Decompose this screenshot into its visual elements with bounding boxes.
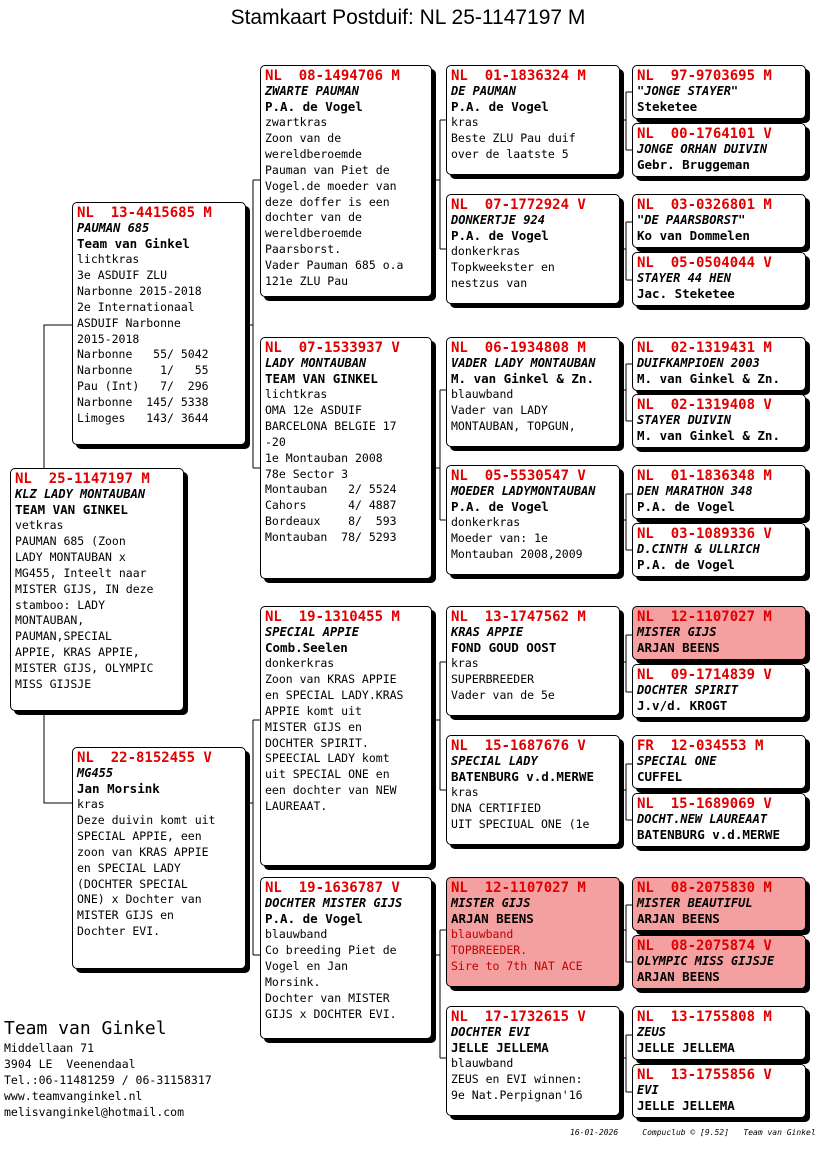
- pigeon-name: DOCHTER EVI: [451, 1025, 531, 1039]
- pigeon-note-line: stamboo: LADY: [15, 597, 106, 612]
- pigeon-note-line: en SPECIAL LADY.KRAS: [265, 687, 404, 702]
- pigeon-ring-number: NL 09-1714839 V: [637, 667, 772, 683]
- print-stamp: 16-01-2026 Compuclub © [9.52] Team van Ginkel: [570, 1128, 816, 1137]
- pigeon-note-line: Co breeding Piet de: [265, 942, 397, 957]
- pigeon-ring-number: NL 15-1687676 V: [451, 738, 586, 754]
- pigeon-note-line: (DOCHTER SPECIAL: [77, 876, 188, 891]
- pigeon-name: DE PAUMAN: [451, 84, 517, 98]
- pigeon-note-line: kras: [451, 115, 479, 129]
- pigeon-name: DUIFKAMPIOEN 2003: [637, 356, 760, 370]
- pigeon-name: DEN MARATHON 348: [637, 484, 753, 498]
- pigeon-note-line: 2015-2018: [77, 331, 140, 346]
- pigeon-owner: JELLE JELLEMA: [451, 1040, 549, 1055]
- pigeon-ring-number: NL 15-1689069 V: [637, 796, 772, 812]
- pigeon-name: DOCHTER SPIRIT: [637, 683, 739, 697]
- pigeon-ring-number: NL 03-0326801 M: [637, 197, 772, 213]
- pigeon-note-line: Zoon van KRAS APPIE: [265, 671, 397, 686]
- pigeon-note-line: zwartkras: [265, 115, 328, 129]
- pigeon-card: [632, 1064, 806, 1118]
- pigeon-name: KLZ LADY MONTAUBAN: [15, 487, 146, 501]
- pigeon-name: ZEUS: [637, 1025, 666, 1039]
- pigeon-name: D.CINTH & ULLRICH: [637, 542, 760, 556]
- pigeon-note-line: 2e Internationaal: [77, 299, 195, 314]
- pigeon-note-line: APPIE komt uit: [265, 703, 362, 718]
- pigeon-note-line: PAUMAN 685 (Zoon: [15, 533, 126, 548]
- pigeon-owner: Team van Ginkel: [77, 236, 190, 251]
- pigeon-card: [446, 1006, 620, 1116]
- pigeon-note-line: PAUMAN,SPECIAL: [15, 629, 112, 644]
- pigeon-card: [72, 747, 246, 969]
- pigeon-note-line: vetkras: [15, 518, 64, 532]
- pigeon-owner: BATENBURG v.d.MERWE: [637, 827, 780, 842]
- pigeon-note-line: Montauban 2008,2009: [451, 546, 583, 561]
- pigeon-note-line: uit SPECIAL ONE en: [265, 767, 390, 782]
- pigeon-owner: Steketee: [637, 99, 698, 114]
- pigeon-note-line: SUPERBREEDER: [451, 671, 535, 686]
- pigeon-note-line: -20: [265, 434, 286, 449]
- pigeon-note-line: LAUREAAT.: [265, 799, 328, 814]
- pigeon-note-line: MISTER GIJS en: [77, 908, 174, 923]
- pigeon-note-line: Bordeaux 8/ 593: [265, 514, 397, 529]
- pigeon-note-line: Narbonne 2015-2018: [77, 283, 202, 298]
- pigeon-note-line: Narbonne 1/ 55: [77, 363, 209, 378]
- pigeon-note-line: Vogel en Jan: [265, 958, 349, 973]
- pigeon-note-line: MISTER GIJS en: [265, 719, 362, 734]
- pigeon-name: DONKERTJE 924: [451, 213, 545, 227]
- pigeon-note-line: 3e ASDUIF ZLU: [77, 267, 168, 282]
- pigeon-note-line: 121e ZLU Pau: [265, 274, 349, 289]
- pigeon-owner: M. van Ginkel & Zn.: [637, 428, 780, 443]
- pigeon-owner: Gebr. Bruggeman: [637, 157, 750, 172]
- pigeon-ring-number: NL 03-1089336 V: [637, 526, 772, 542]
- pigeon-name: EVI: [637, 1083, 659, 1097]
- pigeon-note-line: Vogel.de moeder van: [265, 178, 397, 193]
- pigeon-card: [632, 252, 806, 306]
- pigeon-owner: Comb.Seelen: [265, 640, 348, 655]
- pigeon-name: SPECIAL APPIE: [265, 625, 359, 639]
- pigeon-card: [446, 877, 620, 987]
- pigeon-note-line: Pauman van Piet de: [265, 162, 390, 177]
- pigeon-note-line: lichtkras: [265, 387, 328, 401]
- pigeon-name: SPECIAL LADY: [451, 754, 538, 768]
- pigeon-note-line: OMA 12e ASDUIF: [265, 402, 362, 417]
- pigeon-note-line: dochter van de: [265, 210, 362, 225]
- pigeon-note-line: Morsink.: [265, 974, 321, 989]
- pigeon-note-line: wereldberoemde: [265, 146, 362, 161]
- pigeon-owner: P.A. de Vogel: [265, 99, 363, 114]
- pigeon-note-line: zoon van KRAS APPIE: [77, 844, 209, 859]
- pigeon-owner: JELLE JELLEMA: [637, 1098, 735, 1113]
- pigeon-note-line: donkerkras: [451, 244, 521, 258]
- pigeon-note-line: APPIE, KRAS APPIE,: [15, 645, 140, 660]
- pigeon-card: [632, 65, 806, 119]
- pigeon-note-line: Vader van de 5e: [451, 687, 555, 702]
- pigeon-note-line: TOPBREEDER.: [451, 942, 528, 957]
- pigeon-note-line: Dochter van MISTER: [265, 990, 390, 1005]
- page-title: Stamkaart Postduif: NL 25-1147197 M: [230, 6, 586, 29]
- pigeon-note-line: deze doffer is een: [265, 194, 390, 209]
- pigeon-ring-number: NL 02-1319431 M: [637, 340, 772, 356]
- pigeon-note-line: kras: [77, 797, 105, 811]
- pigeon-note-line: donkerkras: [265, 656, 335, 670]
- pigeon-name: MISTER GIJS: [637, 625, 717, 639]
- pigeon-card: [632, 606, 806, 660]
- pigeon-note-line: ONE) x Dochter van: [77, 892, 202, 907]
- pigeon-owner: JELLE JELLEMA: [637, 1040, 735, 1055]
- pigeon-owner: Ko van Dommelen: [637, 228, 750, 243]
- pigeon-card: [632, 664, 806, 718]
- pigeon-note-line: Vader van LADY: [451, 402, 548, 417]
- pigeon-note-line: lichtkras: [77, 252, 140, 266]
- pigeon-note-line: Narbonne 145/ 5338: [77, 395, 209, 410]
- pigeon-owner: P.A. de Vogel: [637, 557, 735, 572]
- pigeon-name: STAYER DUIVIN: [637, 413, 731, 427]
- pigeon-note-line: Cahors 4/ 4887: [265, 498, 397, 513]
- pigeon-card: [632, 523, 806, 577]
- pigeon-card: [446, 735, 620, 845]
- pigeon-note-line: MISS GIJSJE: [15, 677, 92, 692]
- pigeon-name: MOEDER LADYMONTAUBAN: [451, 484, 596, 498]
- pigeon-card: [632, 123, 806, 177]
- pigeon-ring-number: NL 12-1107027 M: [451, 880, 586, 896]
- pigeon-note-line: 9e Nat.Perpignan'16: [451, 1087, 583, 1102]
- pigeon-note-line: blauwband: [451, 387, 514, 401]
- pigeon-owner: TEAM VAN GINKEL: [265, 371, 378, 386]
- pigeon-note-line: MG455, Inteelt naar: [15, 565, 147, 580]
- pigeon-name: DOCHTER MISTER GIJS: [265, 896, 403, 910]
- pigeon-card: [72, 202, 246, 445]
- pigeon-card: [632, 1006, 806, 1060]
- pigeon-name: KRAS APPIE: [451, 625, 524, 639]
- pigeon-note-line: BARCELONA BELGIE 17: [265, 418, 397, 433]
- pigeon-card: [446, 606, 620, 716]
- pigeon-note-line: Sire to 7th NAT ACE: [451, 958, 583, 973]
- pigeon-ring-number: NL 19-1310455 M: [265, 609, 400, 625]
- breeder-address: Middellaan 71: [4, 1041, 95, 1055]
- pigeon-owner: M. van Ginkel & Zn.: [451, 371, 594, 386]
- pigeon-note-line: kras: [451, 785, 479, 799]
- pigeon-owner: P.A. de Vogel: [451, 99, 549, 114]
- pigeon-note-line: Paarsborst.: [265, 242, 342, 257]
- pigeon-note-line: Topkweekster en: [451, 259, 555, 274]
- pigeon-note-line: MONTAUBAN,: [15, 613, 85, 628]
- pigeon-ring-number: NL 13-4415685 M: [77, 205, 212, 221]
- pigeon-card: [446, 465, 620, 575]
- pigeon-ring-number: NL 25-1147197 M: [15, 471, 150, 487]
- pigeon-ring-number: NL 97-9703695 M: [637, 68, 772, 84]
- pigeon-note-line: Dochter EVI.: [77, 924, 161, 939]
- pigeon-note-line: en SPECIAL LADY: [77, 860, 181, 875]
- pigeon-note-line: wereldberoemde: [265, 226, 362, 241]
- pigeon-note-line: Beste ZLU Pau duif: [451, 130, 576, 145]
- pigeon-name: SPECIAL ONE: [637, 754, 717, 768]
- pigeon-owner: ARJAN BEENS: [637, 911, 720, 926]
- pigeon-name: JONGE ORHAN DUIVIN: [637, 142, 768, 156]
- pigeon-card: [260, 877, 432, 1039]
- pigeon-note-line: blauwband: [265, 927, 328, 941]
- pigeon-ring-number: NL 08-2075874 V: [637, 938, 772, 954]
- pigeon-ring-number: NL 08-1494706 M: [265, 68, 400, 84]
- pigeon-card: [632, 394, 806, 448]
- pigeon-name: "JONGE STAYER": [637, 84, 739, 98]
- pigeon-note-line: DNA CERTIFIED: [451, 800, 542, 815]
- pigeon-owner: Jan Morsink: [77, 781, 160, 796]
- pigeon-owner: ARJAN BEENS: [637, 969, 720, 984]
- pigeon-ring-number: NL 01-1836324 M: [451, 68, 586, 84]
- pigeon-note-line: MONTAUBAN, TOPGUN,: [451, 418, 576, 433]
- pigeon-note-line: Montauban 78/ 5293: [265, 530, 397, 545]
- breeder-name: Team van Ginkel: [4, 1018, 167, 1039]
- pigeon-card: [10, 468, 184, 711]
- pigeon-note-line: een dochter van NEW: [265, 783, 397, 798]
- pigeon-ring-number: NL 07-1772924 V: [451, 197, 586, 213]
- pigeon-owner: CUFFEL: [637, 769, 683, 784]
- pigeon-card: [632, 337, 806, 391]
- pigeon-name: MISTER BEAUTIFUL: [637, 896, 753, 910]
- pigeon-card: [632, 194, 806, 248]
- pigeon-owner: FOND GOUD OOST: [451, 640, 557, 655]
- breeder-email: melisvanginkel@hotmail.com: [4, 1105, 185, 1119]
- pigeon-name: STAYER 44 HEN: [637, 271, 731, 285]
- pigeon-note-line: ZEUS en EVI winnen:: [451, 1071, 583, 1086]
- pigeon-name: OLYMPIC MISS GIJSJE: [637, 954, 775, 968]
- pigeon-name: ZWARTE PAUMAN: [265, 84, 359, 98]
- pigeon-owner: Jac. Steketee: [637, 286, 735, 301]
- pigeon-note-line: Narbonne 55/ 5042: [77, 347, 209, 362]
- pigeon-card: [632, 735, 806, 789]
- pigeon-ring-number: NL 19-1636787 V: [265, 880, 400, 896]
- pigeon-note-line: ASDUIF Narbonne: [77, 315, 181, 330]
- pigeon-note-line: over de laatste 5: [451, 146, 569, 161]
- pigeon-owner: ARJAN BEENS: [451, 911, 534, 926]
- pigeon-owner: ARJAN BEENS: [637, 640, 720, 655]
- pigeon-owner: P.A. de Vogel: [451, 228, 549, 243]
- pigeon-note-line: blauwband: [451, 1056, 514, 1070]
- pigeon-card: [632, 877, 806, 931]
- pigeon-name: VADER LADY MONTAUBAN: [451, 356, 596, 370]
- pigeon-note-line: blauwband: [451, 927, 514, 941]
- pigeon-ring-number: NL 05-5530547 V: [451, 468, 586, 484]
- pigeon-ring-number: NL 13-1755808 M: [637, 1009, 772, 1025]
- pigeon-ring-number: NL 07-1533937 V: [265, 340, 400, 356]
- pigeon-ring-number: NL 08-2075830 M: [637, 880, 772, 896]
- pigeon-owner: M. van Ginkel & Zn.: [637, 371, 780, 386]
- pigeon-card: [260, 65, 432, 297]
- pigeon-note-line: Vader Pauman 685 o.a: [265, 258, 404, 273]
- pigeon-note-line: Deze duivin komt uit: [77, 812, 216, 827]
- pigeon-owner: P.A. de Vogel: [637, 499, 735, 514]
- pigeon-ring-number: NL 06-1934808 M: [451, 340, 586, 356]
- pigeon-note-line: 78e Sector 3: [265, 466, 349, 481]
- pigeon-note-line: Moeder van: 1e: [451, 530, 548, 545]
- breeder-phone: Tel.:06-11481259 / 06-31158317: [4, 1073, 212, 1087]
- pigeon-owner: P.A. de Vogel: [451, 499, 549, 514]
- pigeon-note-line: Limoges 143/ 3644: [77, 411, 209, 426]
- pigeon-note-line: MISTER GIJS, IN deze: [15, 581, 154, 596]
- pigeon-note-line: MISTER GIJS, OLYMPIC: [15, 661, 154, 676]
- pigeon-note-line: SPECIAL APPIE, een: [77, 828, 202, 843]
- pigeon-owner: P.A. de Vogel: [265, 911, 363, 926]
- pigeon-card: [632, 935, 806, 989]
- pigeon-name: MISTER GIJS: [451, 896, 531, 910]
- pigeon-note-line: LADY MONTAUBAN x: [15, 549, 126, 564]
- pigeon-name: MG455: [77, 766, 114, 780]
- breeder-city: 3904 LE Veenendaal: [4, 1057, 136, 1071]
- pigeon-note-line: 1e Montauban 2008: [265, 450, 383, 465]
- pigeon-card: [260, 606, 432, 866]
- pigeon-owner: TEAM VAN GINKEL: [15, 502, 128, 517]
- pigeon-note-line: GIJS x DOCHTER EVI.: [265, 1006, 397, 1021]
- breeder-website: www.teamvanginkel.nl: [4, 1089, 143, 1103]
- pigeon-owner: J.v/d. KROGT: [637, 698, 728, 713]
- pigeon-ring-number: NL 02-1319408 V: [637, 397, 772, 413]
- pigeon-card: [632, 465, 806, 519]
- pigeon-ring-number: NL 00-1764101 V: [637, 126, 772, 142]
- pigeon-card: [632, 793, 806, 847]
- pigeon-note-line: donkerkras: [451, 515, 521, 529]
- pigeon-ring-number: NL 22-8152455 V: [77, 750, 212, 766]
- pigeon-name: DOCHT.NEW LAUREAAT: [637, 812, 768, 826]
- pigeon-name: LADY MONTAUBAN: [265, 356, 367, 370]
- pigeon-ring-number: NL 13-1747562 M: [451, 609, 586, 625]
- pigeon-note-line: DOCHTER SPIRIT.: [265, 735, 369, 750]
- pigeon-owner: BATENBURG v.d.MERWE: [451, 769, 594, 784]
- pigeon-card: [446, 194, 620, 304]
- pigeon-note-line: UIT SPECIUAL ONE (1e: [451, 816, 590, 831]
- pigeon-ring-number: NL 05-0504044 V: [637, 255, 772, 271]
- pigeon-card: [260, 337, 432, 579]
- pigeon-note-line: SPEECIAL LADY komt: [265, 751, 390, 766]
- pigeon-ring-number: NL 17-1732615 V: [451, 1009, 586, 1025]
- pigeon-card: [446, 65, 620, 175]
- pigeon-note-line: nestzus van: [451, 275, 528, 290]
- breeder-contact: [4, 1018, 212, 1120]
- pigeon-name: PAUMAN 685: [77, 221, 150, 235]
- pigeon-note-line: Zoon van de: [265, 130, 342, 145]
- pigeon-ring-number: NL 01-1836348 M: [637, 468, 772, 484]
- pigeon-ring-number: NL 12-1107027 M: [637, 609, 772, 625]
- pigeon-note-line: Pau (Int) 7/ 296: [77, 379, 209, 394]
- pigeon-note-line: kras: [451, 656, 479, 670]
- pigeon-ring-number: NL 13-1755856 V: [637, 1067, 772, 1083]
- pigeon-note-line: Montauban 2/ 5524: [265, 482, 397, 497]
- pigeon-card: [446, 337, 620, 447]
- pigeon-ring-number: FR 12-034553 M: [637, 738, 764, 754]
- pigeon-name: "DE PAARSBORST": [637, 213, 746, 227]
